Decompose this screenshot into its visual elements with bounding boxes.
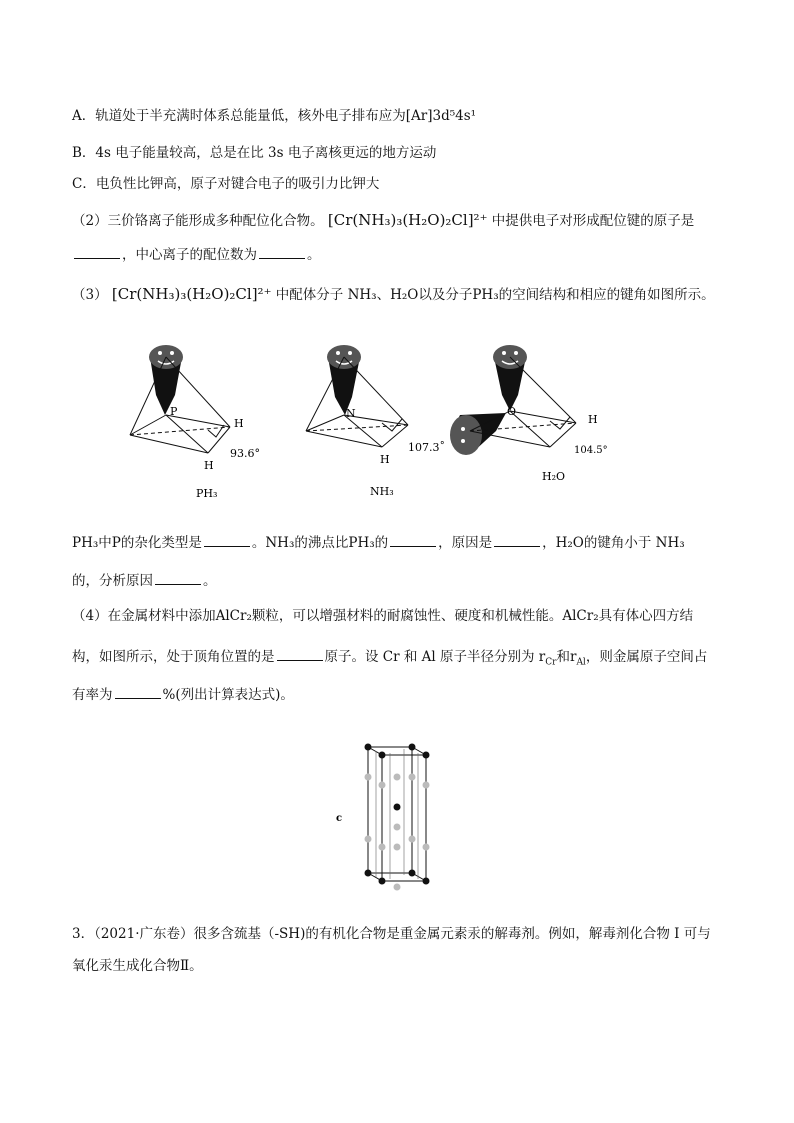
corner-atom [379, 752, 386, 759]
inner-atom [394, 824, 401, 831]
corner-atom [379, 878, 386, 885]
answer-blank[interactable] [494, 532, 540, 547]
question-2-line-1 [72, 210, 694, 231]
nh3-hydrogen-label: H [380, 453, 390, 466]
q3b-text: PH₃中P的杂化类型是 [72, 535, 202, 551]
edge-atom [409, 836, 416, 843]
corner-atom [365, 870, 372, 877]
question-5-line-2: 氧化汞生成化合物Ⅱ。 [72, 958, 203, 974]
molecule-figure [120, 335, 620, 515]
q4c-text: %(列出计算表达式)。 [162, 687, 294, 703]
nh3-bond-angle: 107.3˚ [408, 441, 445, 454]
question-3-line-3 [72, 570, 217, 591]
h2o-caption: H₂O [542, 470, 566, 483]
unit-cell-figure [330, 735, 460, 910]
axis-label-c: c [336, 813, 343, 824]
inner-atom [394, 774, 401, 781]
ph3-hydrogen-label: H [234, 417, 244, 430]
edge-atom [379, 844, 386, 851]
q2b-mid: ，中心离子的配位数为 [122, 247, 257, 263]
edge-atom [423, 844, 430, 851]
q3b-text: ，原因是 [438, 535, 493, 551]
edge-atom [365, 836, 372, 843]
option-c: C．电负性比钾高，原子对键合电子的吸引力比钾大 [72, 176, 380, 192]
q3-suffix: 中配体分子 NH₃、H₂O以及分子PH₃的空间结构和相应的键角如图所示。 [275, 287, 715, 303]
ph3-center-atom: P [170, 405, 178, 418]
corner-atom [423, 878, 430, 885]
q4c-text: 有率为 [72, 687, 113, 703]
q4b-text: 原子。设 Cr 和 Al 原子半径分别为 r [324, 649, 546, 665]
edge-atom [409, 774, 416, 781]
question-4-line-1: （4）在金属材料中添加AlCr₂颗粒，可以增强材料的耐腐蚀性、硬度和机械性能。AlCr₂具有体心四方结 [72, 608, 694, 624]
h2o-bond-angle: 104.5° [574, 445, 608, 456]
subscript: Al [576, 657, 586, 668]
inner-atom [394, 884, 401, 891]
edge-atom [365, 774, 372, 781]
corner-atom [409, 744, 416, 751]
ph3-caption: PH₃ [196, 487, 218, 500]
h2o-diagram [450, 345, 608, 483]
question-5-line-1: 3．（2021·广东卷）很多含巯基（-SH)的有机化合物是重金属元素汞的解毒剂。例如，解毒剂化合物 I 可与 [72, 926, 711, 942]
answer-blank[interactable] [390, 532, 436, 547]
q4b-text: 构，如图所示，处于顶角位置的是 [72, 649, 275, 665]
nh3-center-atom: N [346, 407, 356, 420]
ph3-bond-angle: 93.6° [230, 447, 260, 460]
q2b-end: 。 [307, 247, 321, 263]
q3b-text: ，H₂O的键角小于 NH₃ [542, 535, 685, 551]
body-center-atom [394, 804, 401, 811]
q2-suffix: 中提供电子对形成配位键的原子是 [491, 213, 695, 229]
answer-blank[interactable] [204, 532, 250, 547]
q3-formula: [Cr(NH₃)₃(H₂O)₂Cl]²⁺ [111, 285, 272, 303]
corner-atom [409, 870, 416, 877]
question-3-line-2 [72, 532, 685, 553]
ph3-diagram [130, 345, 260, 500]
q3c-text: 。 [203, 573, 217, 589]
h2o-center-atom: O [507, 405, 517, 418]
answer-blank[interactable] [259, 244, 305, 259]
question-2-line-2 [72, 244, 321, 265]
q3c-text: 的，分析原因 [72, 573, 153, 589]
option-b: B．4s 电子能量较高，总是在比 3s 电子离核更远的地方运动 [72, 145, 437, 161]
nh3-diagram [306, 345, 445, 498]
q3-prefix: （3） [72, 287, 108, 303]
corner-atom [365, 744, 372, 751]
h2o-hydrogen-label: H [588, 413, 598, 426]
edge-atom [379, 782, 386, 789]
nh3-caption: NH₃ [370, 485, 394, 498]
q2-formula: [Cr(NH₃)₃(H₂O)₂Cl]²⁺ [327, 211, 488, 229]
answer-blank[interactable] [155, 570, 201, 585]
answer-blank[interactable] [277, 646, 323, 661]
edge-atom [423, 782, 430, 789]
q4b-text: 和r [556, 649, 577, 665]
q3b-text: 。NH₃的沸点比PH₃的 [251, 535, 389, 551]
lone-pair-lobe [450, 415, 482, 455]
question-4-line-3 [72, 684, 294, 705]
q4b-text: ，则金属原子空间占 [585, 649, 708, 665]
option-a: A．轨道处于半充满时体系总能量低，核外电子排布应为[Ar]3d⁵4s¹ [72, 108, 477, 124]
ph3-hydrogen-label: H [204, 459, 214, 472]
corner-atom [423, 752, 430, 759]
inner-atom [394, 844, 401, 851]
question-4-line-2 [72, 646, 707, 673]
answer-blank[interactable] [115, 684, 161, 699]
q2-prefix: （2）三价铬离子能形成多种配位化合物。 [72, 213, 324, 229]
subscript: Cr [545, 657, 557, 668]
answer-blank[interactable] [74, 244, 120, 259]
question-3-line-1 [72, 284, 715, 305]
